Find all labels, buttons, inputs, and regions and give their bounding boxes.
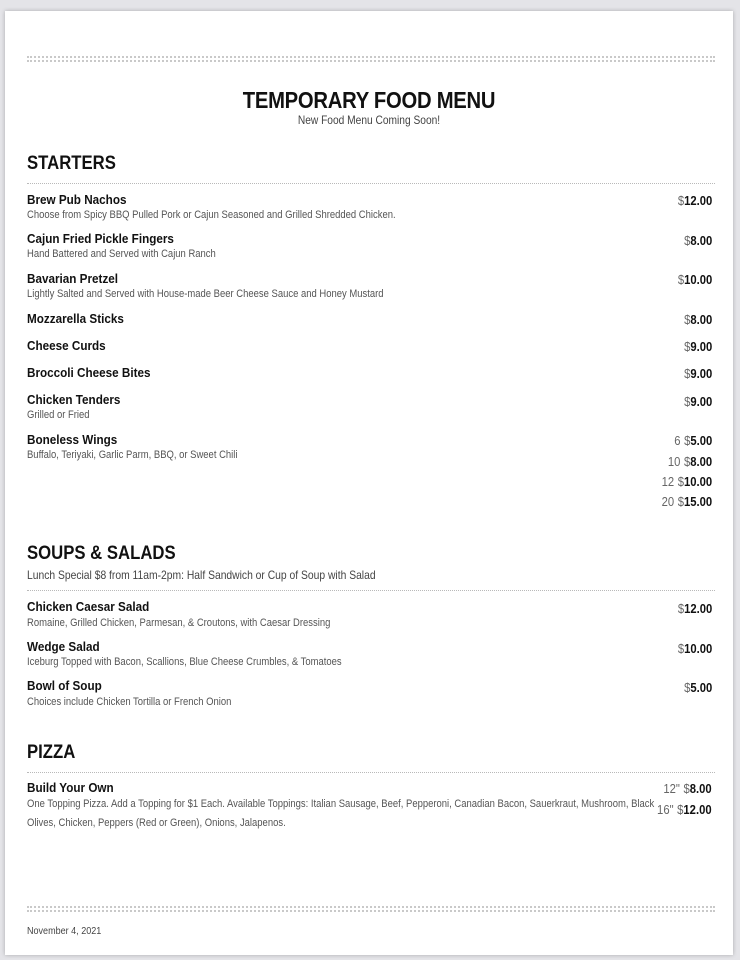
item-price-tier: 20 $15.00 xyxy=(661,495,712,509)
section-divider xyxy=(27,590,715,591)
item-description-line-2: Olives, Chicken, Peppers (Red or Green), Onions, Jalapenos. xyxy=(27,817,286,829)
page-subtitle: New Food Menu Coming Soon! xyxy=(297,113,441,127)
item-name: Brew Pub Nachos xyxy=(27,192,127,207)
item-price: $9.00 xyxy=(683,340,712,354)
item-price-tier: 12 $10.00 xyxy=(661,475,712,489)
menu-page xyxy=(5,11,733,955)
item-price-tier: 16" $12.00 xyxy=(657,803,712,817)
item-name: Cajun Fried Pickle Fingers xyxy=(27,231,174,246)
section-title-starters: STARTERS xyxy=(27,153,116,174)
item-name: Chicken Caesar Salad xyxy=(27,599,150,614)
item-description: Iceburg Topped with Bacon, Scallions, Blue Cheese Crumbles, & Tomatoes xyxy=(27,656,342,668)
item-price-tier: 12" $8.00 xyxy=(663,782,712,796)
item-name: Cheese Curds xyxy=(27,338,106,353)
item-name: Boneless Wings xyxy=(27,432,118,447)
section-title-soups-salads: SOUPS & SALADS xyxy=(27,543,176,564)
section-note: Lunch Special $8 from 11am-2pm: Half Sandwich or Cup of Soup with Salad xyxy=(27,568,376,582)
item-description: Hand Battered and Served with Cajun Ranch xyxy=(27,248,216,260)
item-description: Choose from Spicy BBQ Pulled Pork or Cajun Seasoned and Grilled Shredded Chicken. xyxy=(27,209,396,221)
item-name: Bowl of Soup xyxy=(27,678,102,693)
item-name: Wedge Salad xyxy=(27,639,100,654)
item-description: Choices include Chicken Tortilla or French Onion xyxy=(27,696,232,708)
item-name: Chicken Tenders xyxy=(27,392,121,407)
item-price: $5.00 xyxy=(683,681,712,695)
item-name: Bavarian Pretzel xyxy=(27,271,119,286)
item-name: Build Your Own xyxy=(27,780,114,795)
item-price: $8.00 xyxy=(683,234,712,248)
item-price-tier: 10 $8.00 xyxy=(667,455,712,469)
section-divider xyxy=(27,772,715,773)
top-dotted-divider xyxy=(27,56,715,62)
item-price: $10.00 xyxy=(677,642,712,656)
item-description: Romaine, Grilled Chicken, Parmesan, & Croutons, with Caesar Dressing xyxy=(27,617,331,629)
item-price: $12.00 xyxy=(677,194,712,208)
item-description: Grilled or Fried xyxy=(27,409,90,421)
item-price: $12.00 xyxy=(677,602,712,616)
section-title-pizza: PIZZA xyxy=(27,742,76,763)
item-price: $8.00 xyxy=(683,313,712,327)
item-price-tier: 6 $5.00 xyxy=(673,434,712,448)
item-description: Lightly Salted and Served with House-made Beer Cheese Sauce and Honey Mustard xyxy=(27,288,384,300)
item-name: Broccoli Cheese Bites xyxy=(27,365,151,380)
item-price: $10.00 xyxy=(677,273,712,287)
item-description-line-1: One Topping Pizza. Add a Topping for $1 Each. Available Toppings: Italian Sausage, Beef, Pepperoni, Canadian Bacon, Sauerkraut, Mushroom, Black xyxy=(27,798,655,810)
footer-date: November 4, 2021 xyxy=(27,925,102,937)
section-divider xyxy=(27,183,715,184)
page-title: TEMPORARY FOOD MENU xyxy=(242,87,496,113)
item-description: Buffalo, Teriyaki, Garlic Parm, BBQ, or Sweet Chili xyxy=(27,449,238,461)
item-price: $9.00 xyxy=(683,395,712,409)
item-price: $9.00 xyxy=(683,367,712,381)
footer-dotted-divider xyxy=(27,906,715,912)
item-name: Mozzarella Sticks xyxy=(27,311,124,326)
